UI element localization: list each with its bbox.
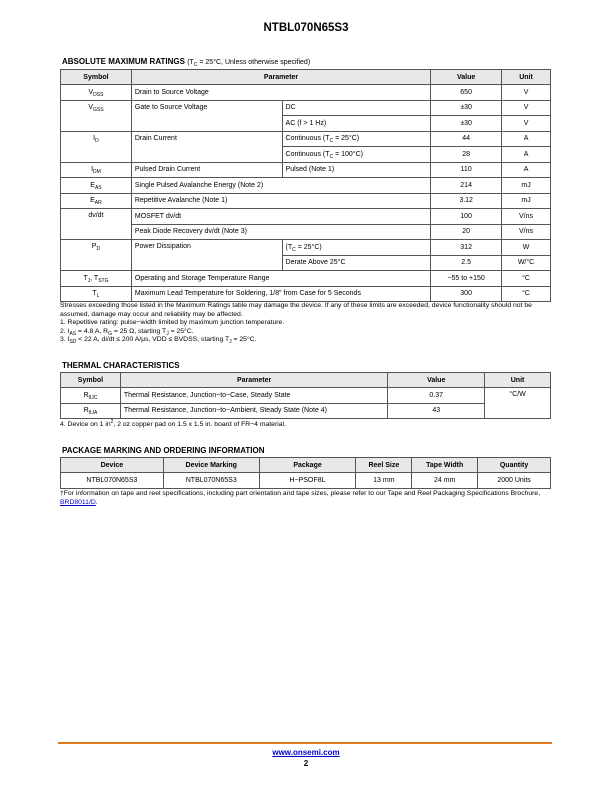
col-symbol: Symbol (61, 70, 132, 85)
unit-cell: °C (502, 286, 551, 302)
page-title: NTBL070N65S3 (263, 22, 349, 34)
param-cell: Thermal Resistance, Junction−to−Case, Steady State (120, 388, 387, 404)
col-reel-size: Reel Size (356, 458, 412, 473)
symbol-cell: $V_{DSS}$ (61, 85, 132, 101)
value-cell: 44 (431, 131, 502, 147)
value-cell: ±30 (431, 116, 502, 132)
table-row (61, 388, 551, 404)
abs-heading-text: ABSOLUTE MAXIMUM RATINGS (62, 57, 185, 66)
value-cell: 3.12 (431, 193, 502, 209)
value-cell: 2.5 (431, 255, 502, 271)
col-package: Package (259, 458, 356, 473)
condition-cell: Continuous $(T_C = 25^\circ C)$ (282, 131, 431, 147)
symbol-cell: $V_{GSS}$ (61, 100, 132, 131)
symbol-cell: $E_{AS}$ (61, 178, 132, 194)
unit-cell: A (502, 131, 551, 147)
quantity-cell: 2000 Units (478, 473, 551, 489)
col-unit: Unit (485, 373, 551, 388)
package-heading: PACKAGE MARKING AND ORDERING INFORMATION (62, 446, 265, 455)
value-cell: −55 to +150 (431, 271, 502, 287)
abs-condition: ($T_C = 25^\circ C$, Unless otherwise specified) (187, 59, 311, 68)
param-cell: Operating and Storage Temperature Range (131, 271, 430, 287)
unit-cell: V (502, 116, 551, 132)
unit-cell: A (502, 162, 551, 178)
param-cell: Pulsed Drain Current (131, 162, 282, 178)
unit-cell: V/ns (502, 209, 551, 225)
symbol-cell: $E_{AR}$ (61, 193, 132, 209)
reel-size-cell: 13 mm (356, 473, 412, 489)
param-cell: MOSFET dv/dt (131, 209, 430, 225)
symbol-cell: $P_D$ (61, 240, 132, 271)
value-cell: 43 (388, 403, 485, 419)
col-device-marking: Device Marking (163, 458, 259, 473)
note-2: 2. $I_{AS} = 4.8$ A, $R_G = 25$ Ω, starting $T_J = 25^\circ C$. (60, 327, 194, 337)
col-parameter: Parameter (120, 373, 387, 388)
thermal-heading: THERMAL CHARACTERISTICS (62, 361, 180, 370)
device-cell: NTBL070N65S3 (61, 473, 164, 489)
symbol-cell: $T_L$ (61, 286, 132, 302)
value-cell: 100 (431, 209, 502, 225)
value-cell: 20 (431, 224, 502, 240)
condition-cell: Continuous $(T_C = 100^\circ C)$ (282, 147, 431, 163)
param-cell: Drain Current (131, 131, 282, 162)
param-cell: Single Pulsed Avalanche Energy (Note 2) (131, 178, 430, 194)
condition-cell: $(T_C = 25^\circ C)$ (282, 240, 431, 256)
symbol-cell: dv/dt (61, 209, 132, 240)
unit-cell: W/°C (502, 255, 551, 271)
value-cell: 650 (431, 85, 502, 101)
col-tape-width: Tape Width (412, 458, 478, 473)
unit-cell: mJ (502, 178, 551, 194)
condition-cell: AC (f > 1 Hz) (282, 116, 431, 132)
symbol-cell: $R_{\theta JA}$ (61, 403, 121, 419)
table-row (61, 240, 551, 256)
thermal-table (60, 372, 551, 419)
website-link[interactable]: www.onsemi.com (272, 748, 340, 757)
table-row (61, 131, 551, 147)
table-row (61, 193, 551, 209)
col-unit: Unit (502, 70, 551, 85)
abs-max-table (60, 69, 551, 302)
package-table (60, 457, 551, 489)
col-value: Value (388, 373, 485, 388)
note-1: 1. Repetitive rating: pulse−width limited by maximum junction temperature. (60, 319, 285, 327)
marking-cell: NTBL070N65S3 (163, 473, 259, 489)
value-cell: 0.37 (388, 388, 485, 404)
value-cell: 214 (431, 178, 502, 194)
param-cell: Power Dissipation (131, 240, 282, 271)
table-header-row (61, 70, 551, 85)
col-device: Device (61, 458, 164, 473)
table-header-row (61, 458, 551, 473)
col-quantity: Quantity (478, 458, 551, 473)
param-cell: Peak Diode Recovery dv/dt (Note 3) (131, 224, 430, 240)
unit-cell: W (502, 240, 551, 256)
table-row (61, 286, 551, 302)
condition-cell: DC (282, 100, 431, 116)
symbol-cell: $R_{\theta JC}$ (61, 388, 121, 404)
package-cell: H−PSOF8L (259, 473, 356, 489)
table-row (61, 403, 551, 419)
param-cell: Drain to Source Voltage (131, 85, 430, 101)
unit-cell: V (502, 100, 551, 116)
table-row (61, 178, 551, 194)
footer-divider (58, 742, 552, 744)
table-header-row (61, 373, 551, 388)
thermal-note (60, 421, 555, 430)
note-3: 3. $I_{SD} < 22$ A, di/dt ≤ 200 A/μs, VDD ≤ BVDSS, starting $T_J = 25^\circ C$. (60, 336, 257, 346)
condition-cell: Pulsed (Note 1) (282, 162, 431, 178)
param-cell: Maximum Lead Temperature for Soldering, 1/8″ from Case for 5 Seconds (131, 286, 430, 302)
col-symbol: Symbol (61, 373, 121, 388)
table-row (61, 473, 551, 489)
table-row (61, 100, 551, 116)
package-note-text: †For information on tape and reel specifications, including part orientation and tape sizes, please refer to our Tape and Reel Packaging Specifications Brochure, (60, 490, 541, 497)
param-cell: Repetitive Avalanche (Note 1) (131, 193, 430, 209)
table-row (61, 85, 551, 101)
table-row (61, 271, 551, 287)
brochure-link[interactable]: BRD8011/D (60, 498, 96, 506)
value-cell: ±30 (431, 100, 502, 116)
symbol-cell: $T_J$, $T_{STG}$ (61, 271, 132, 287)
stress-note: Stresses exceeding those listed in the Maximum Ratings table may damage the device. If any of these limits are exceeded, device functionality should not be assumed, damage may occur and reliability may be affected. (60, 302, 532, 318)
condition-cell: Derate Above 25°C (282, 255, 431, 271)
page-number: 2 (303, 759, 309, 768)
package-note-end: . (95, 498, 98, 506)
col-parameter: Parameter (131, 70, 430, 85)
tape-width-cell: 24 mm (412, 473, 478, 489)
unit-cell: A (502, 147, 551, 163)
value-cell: 28 (431, 147, 502, 163)
abs-max-heading (62, 57, 310, 66)
param-cell: Gate to Source Voltage (131, 100, 282, 131)
table-row (61, 162, 551, 178)
unit-cell: V/ns (502, 224, 551, 240)
table-row (61, 224, 551, 240)
abs-notes (60, 302, 555, 345)
param-cell: Thermal Resistance, Junction−to−Ambient, Steady State (Note 4) (120, 403, 387, 419)
package-note (60, 490, 555, 507)
value-cell: 300 (431, 286, 502, 302)
value-cell: 110 (431, 162, 502, 178)
unit-cell: °C/W (485, 388, 551, 419)
note-4: 4. Device on 1 $in^2$, 2 oz copper pad on 1.5 x 1.5 in. board of FR−4 material. (60, 419, 286, 428)
table-row (61, 209, 551, 225)
value-cell: 312 (431, 240, 502, 256)
unit-cell: mJ (502, 193, 551, 209)
col-value: Value (431, 70, 502, 85)
unit-cell: V (502, 85, 551, 101)
unit-cell: °C (502, 271, 551, 287)
symbol-cell: $I_D$ (61, 131, 132, 162)
symbol-cell: $I_{DM}$ (61, 162, 132, 178)
